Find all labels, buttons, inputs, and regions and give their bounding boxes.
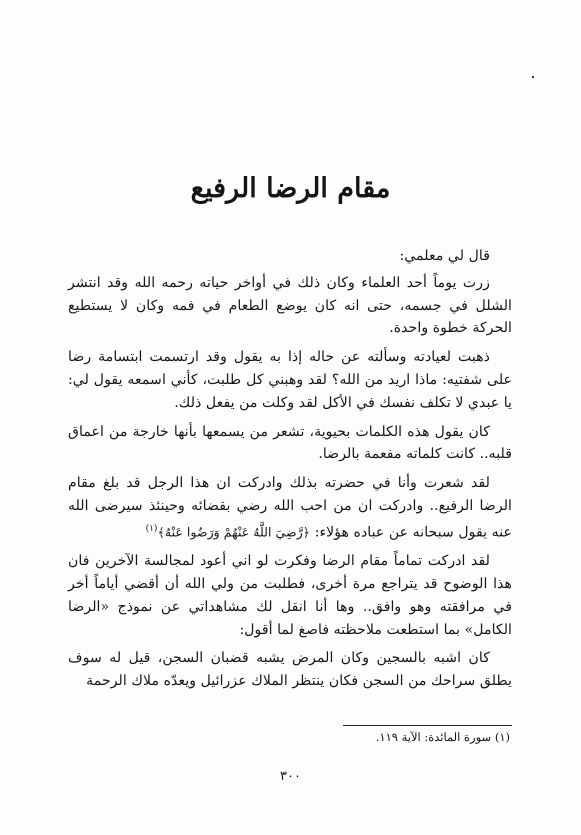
footnote-reference: (١): [145, 523, 158, 534]
paragraph-4: [68, 472, 512, 544]
paragraph-1: زرت يوماً أحد العلماء وكان ذلك في أواخر حياته رحمه الله وقد انتشر الشلل في جسمه، حتى انه كان يوضع الطعام في فمه وكان لا يستطيع الحركة خطوة واحدة.: [68, 274, 512, 337]
quran-verse: ﴿رَّضِيَ اللَّهُ عَنْهُمْ وَرَضُوا عَنْهُ﴾: [157, 524, 311, 540]
page-number: ٣٠٠: [280, 769, 301, 784]
body-text: [68, 245, 512, 699]
footnote: (١) سورة المائدة: الآية ١١٩.: [375, 730, 510, 744]
footnote-divider: [343, 725, 512, 726]
page-title: مقام الرضا الرفيع: [190, 173, 391, 204]
paragraph-5: لقد ادركت تماماً مقام الرضا وفكرت لو اني أعود لمجالسة الآخرين فان هذا الوضوح قد يتراجع مرة أخرى، فطلبت من ولي الله أن أقضي أياماً أخر في مرافقته وهو وافق.. وها أنا انقل لك مشاهداتي عن نموذج «الرضا الكامل» بما استطعت ملاحظته فاصغ لما أقول:: [68, 553, 512, 638]
paragraph-3: كان يقول هذه الكلمات بحيوية، تشعر من يسمعها بأنها خارجة من اعماق قلبه.. كانت كلماته مفعمة بالرضا.: [68, 423, 512, 463]
page-mark: [532, 76, 534, 78]
paragraph-2: ذهبت لعيادته وسألته عن حاله إذا به يقول وقد ارتسمت ابتسامة رضا على شفتيه: ماذا اريد من الله؟ لقد وهبني كل طلبت، كأني اسمعه يقول لي: يا عبدي لا تكلف نفسك في الأكل لقد وكلت من يفعل ذلك.: [68, 349, 512, 411]
paragraph-4-text: لقد شعرت وأنا في حضرته بذلك وادركت ان هذا الرجل قد بلغ مقام الرضا الرفيع.. وادركت ان من احب الله رضي بقضائه وحينئذ سيرضى الله عنه يقول سبحانه عن عباده هؤلاء:: [68, 475, 512, 541]
paragraph-6: كان اشبه بالسجين وكان المرض يشبه قضبان السجن، قيل له سوف يطلق سراحك من السجن فكان ينتظر الملاك عزرائيل ويعدّه ملاك الرحمة: [68, 650, 512, 690]
intro-line: قال لي معلمي:: [399, 248, 490, 264]
